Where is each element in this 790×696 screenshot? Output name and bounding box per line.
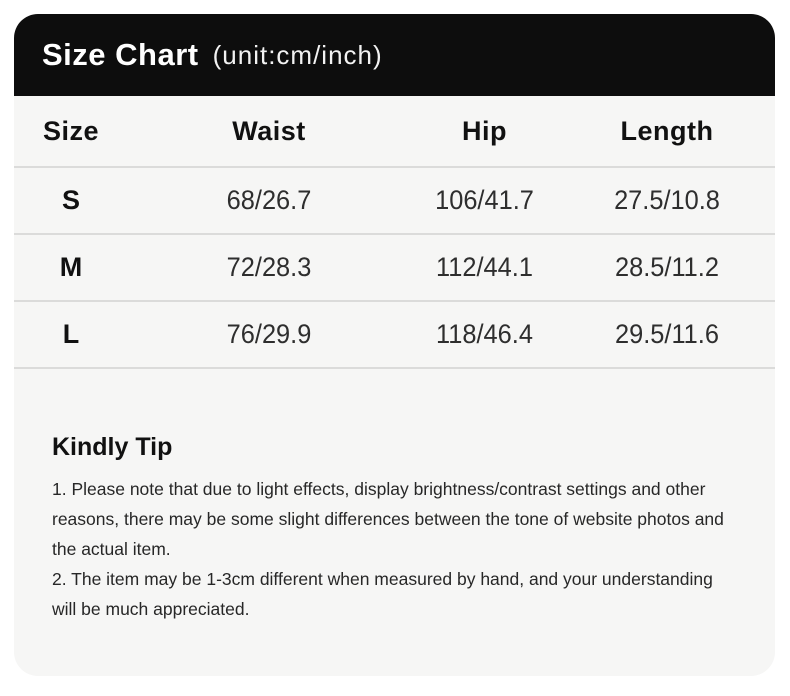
table-row (14, 235, 775, 302)
waist-value: 68/26.7 (226, 185, 312, 215)
length-value: 28.5/11.2 (615, 252, 719, 282)
size-table (14, 96, 775, 369)
length-value: 27.5/10.8 (614, 185, 720, 215)
column-header-hip: Hip (462, 115, 507, 146)
size-chart-header (14, 14, 775, 96)
table-row (14, 168, 775, 235)
waist-value: 76/29.9 (226, 319, 312, 349)
waist-value: 72/28.3 (226, 252, 312, 282)
size-value: S (61, 185, 80, 215)
size-chart-card (14, 14, 775, 676)
table-header-row (14, 96, 775, 168)
tip-item: 2. The item may be 1-3cm different when measured by hand, and your understanding will be much appreciated. (52, 569, 713, 619)
length-value: 29.5/11.6 (615, 319, 719, 349)
table-row (14, 302, 775, 369)
hip-value: 118/46.4 (436, 319, 533, 349)
hip-value: 112/44.1 (436, 252, 533, 282)
size-value: M (59, 252, 83, 282)
column-header-waist: Waist (232, 115, 306, 146)
column-header-size: Size (42, 115, 100, 146)
size-chart-title: Size Chart (42, 37, 199, 72)
column-header-length: Length (620, 115, 714, 146)
kindly-tip-section (14, 369, 775, 624)
tip-item: 1. Please note that due to light effects, display brightness/contrast settings and other reasons, there may be some slight differences between the tone of website photos and the actual item. (52, 479, 724, 559)
kindly-tip-heading: Kindly Tip (52, 433, 173, 461)
size-value: L (62, 319, 80, 349)
unit-label: (unit:cm/inch) (212, 39, 383, 70)
hip-value: 106/41.7 (435, 185, 534, 215)
